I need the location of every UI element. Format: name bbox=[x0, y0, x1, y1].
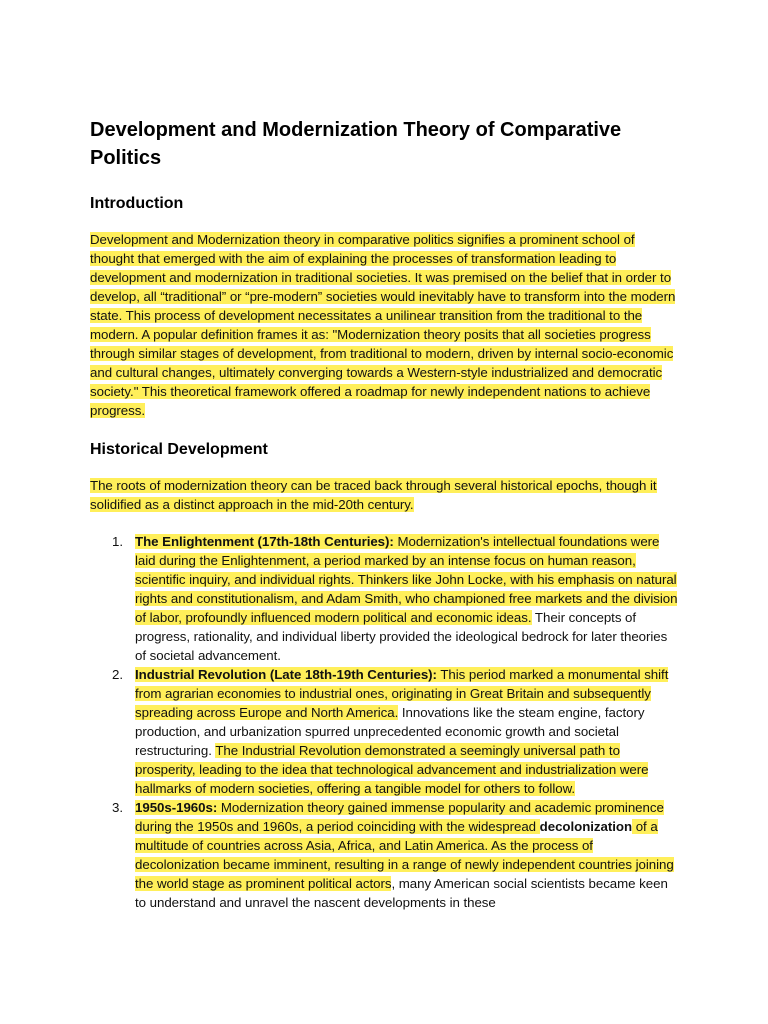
epoch-text: Modernization theory gained immense popularity and academic prominence during the 1950s and 1960s, a period coinciding with the widespread bbox=[135, 800, 664, 834]
epoch-term: The Enlightenment (17th-18th Centuries): bbox=[135, 534, 394, 549]
epoch-text-plain: Innovations like the steam engine, factory production, and urbanization spurred unprecedented economic growth and societal restructuring. bbox=[135, 705, 645, 758]
highlighted-text: The roots of modernization theory can be traced back through several historical epochs, though it solidified as a distinct approach in the mid-20th century. bbox=[90, 478, 657, 512]
list-number: 3. bbox=[112, 800, 123, 815]
list-number: 1. bbox=[112, 534, 123, 549]
section-heading-introduction: Introduction bbox=[90, 195, 184, 212]
epoch-text: Modernization's intellectual foundations were laid during the Enlightenment, a period marked by an intense focus on human reason, scientific inquiry, and individual rights. Thinkers like John Locke, with his emphasis on natural rights and constitutionalism, and Adam Smith, who championed free markets and the division of labor, profoundly influenced modern political and economic ideas. bbox=[135, 534, 678, 625]
list-item-enlightenment bbox=[90, 532, 678, 665]
highlighted-text: of a multitude of countries across Asia, Africa, and Latin America. As the process of decolonization became imminent, resulting in a range of newly independent countries joining the world stage as prominent political actors bbox=[135, 819, 674, 891]
document-title: Development and Modernization Theory of Comparative Politics bbox=[90, 119, 622, 169]
epoch-text: This period marked a monumental shift from agrarian economies to industrial ones, originating in Great Britain and subsequently spreading across Europe and North America. bbox=[135, 667, 669, 720]
historical-epochs-list bbox=[90, 532, 678, 912]
epoch-text-plain: Their concepts of progress, rationality, and individual liberty provided the ideological bedrock for later theories of societal advancement. bbox=[135, 610, 668, 663]
list-item-1950s-1960s bbox=[90, 798, 678, 912]
highlighted-text: Development and Modernization theory in comparative politics signifies a prominent school of thought that emerged with the aim of explaining the processes of transformation leading to development and modernization in traditional societies. It was premised on the belief that in order to develop, all “traditional” or “pre-modern” societies would inevitably have to transform into the modern state. This process of development necessitates a unilinear transition from the traditional to the modern. A popular definition frames it as: "Modernization theory posits that all societies progress through similar stages of development, from traditional to modern, driven by internal socio-economic and cultural changes, ultimately converging towards a Western-style industrialized and democratic society." This theoretical framework offered a roadmap for newly independent nations to achieve progress. bbox=[90, 232, 676, 418]
epoch-term-decolonization: decolonization bbox=[539, 819, 633, 834]
list-number: 2. bbox=[112, 667, 123, 682]
section-heading-historical-development: Historical Development bbox=[90, 441, 268, 458]
epoch-term: 1950s-1960s: bbox=[135, 800, 218, 815]
highlighted-text: The Industrial Revolution demonstrated a seemingly universal path to prosperity, leading to the idea that technological advancement and industrialization were hallmarks of modern societies, offering a tangible model for others to follow. bbox=[135, 743, 649, 796]
epoch-term: Industrial Revolution (Late 18th-19th Centuries): bbox=[135, 667, 437, 682]
introduction-paragraph bbox=[90, 230, 678, 420]
epoch-text-plain: , many American social scientists became keen to understand and unravel the nascent developments in these bbox=[135, 876, 668, 910]
historical-intro-paragraph bbox=[90, 476, 678, 514]
list-item-industrial-revolution bbox=[90, 665, 678, 798]
